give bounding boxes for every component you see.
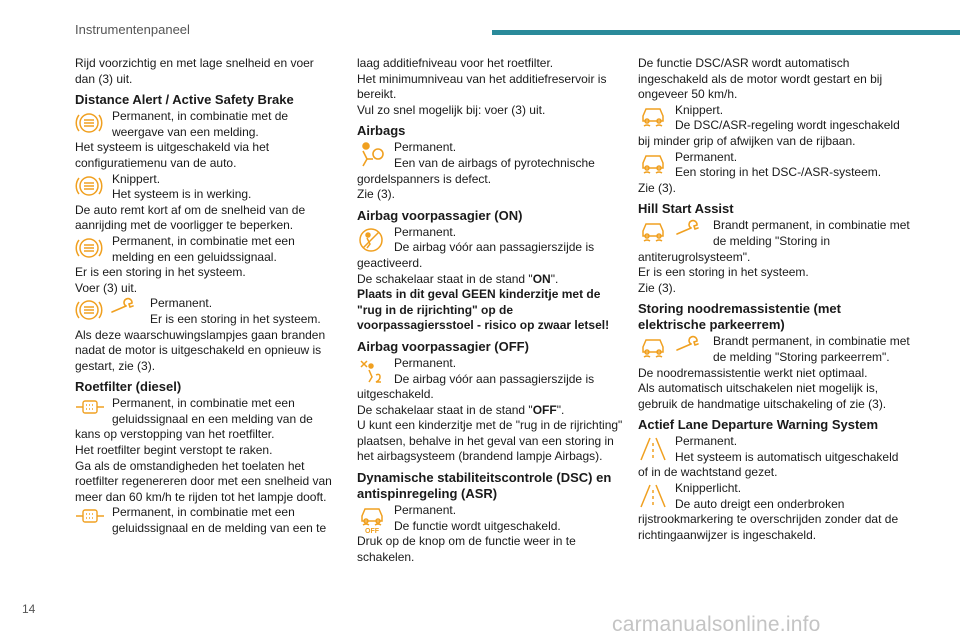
text-line: Permanent, in combinatie met de weergave van een melding. [112,109,289,139]
text-line: Een storing in het DSC-/ASR-systeem. [675,165,882,180]
text-line: Permanent. [394,224,457,239]
text-line: Permanent, in combinatie met een geluidssignaal en een melding van de kans op verstopping van het roetfilter. [75,396,313,442]
text-line: Permanent. [394,355,457,370]
text-line: Zie (3). [638,180,677,195]
text-line: Permanent. [675,434,738,449]
particle-filter-icon [75,397,105,417]
text-part: De schakelaar staat in de stand " [357,402,533,417]
text-line: Het systeem is in werking. [112,187,252,202]
text-part-bold: OFF [532,402,557,417]
text-line: Voer (3) uit. [75,280,138,295]
icon-group [638,435,671,465]
text-line: De functie DSC/ASR wordt automatisch ingeschakeld als de motor wordt gestart en bij ongeveer 50 km/h. [638,56,883,102]
text-line: De DSC/ASR-regeling wordt ingeschakeld bij minder grip of afwijken van de rijbaan. [638,118,900,148]
heading-airbag-on: Airbag voorpassagier (ON) [357,207,523,223]
icon-group [638,482,671,512]
text-line: Permanent. [394,140,457,155]
icon-group [638,151,671,181]
dsc-icon [638,104,668,130]
text-line: De auto remt kort af om de snelheid van de aanrijding met de voorligger te beperken. [75,202,306,233]
text-line: U kunt een kinderzitje met de "rug in de rijrichting" plaatsen, behalve in het geval van een storing in het airbagsysteem (brandend lampje Airbags). [357,418,623,464]
heading-hill-start: Hill Start Assist [638,201,734,217]
text-line: De airbag vóór aan passagierszijde is geactiveerd. [357,240,595,270]
heading-brake-assist: Storing noodremassistentie (met elektrische parkeerrem) [638,301,841,333]
warning-text: Plaats in dit geval GEEN kinderzitje met de "rug in de rijrichting" op de voorpassagiersstoel - risico op zwaar letsel! [357,287,610,333]
text-part: De schakelaar staat in de stand " [357,271,533,286]
distance-alert-icon [75,173,103,199]
heading-dsc-asr: Dynamische stabiliteitscontrole (DSC) en antispinregeling (ASR) [357,470,612,502]
distance-alert-icon [75,297,103,323]
distance-alert-icon [75,110,103,136]
text-line: Vul zo snel mogelijk bij: voer (3) uit. [357,102,546,117]
heading-airbag-off: Airbag voorpassagier (OFF) [357,338,529,354]
block-distance-2 [75,172,337,234]
icon-group [638,219,709,249]
text-line: Permanent. [150,296,213,311]
text-line: Brandt permanent, in combinatie met de melding "Storing parkeerrem". [713,334,910,364]
text-line: Permanent. [394,503,457,518]
icon-group [357,357,390,387]
dsc-icon [638,151,668,177]
dsc-icon [638,335,668,361]
icon-group [357,504,390,534]
particle-filter-icon [75,506,105,526]
block-airbags [357,140,625,202]
block-airbag-on [357,225,625,334]
icon-group [75,397,108,427]
text-line: Zie (3). [638,280,677,295]
block-hill-start [638,218,910,296]
text-line: De airbag vóór aan passagierszijde is uitgeschakeld. [357,371,595,402]
block-dsc-blink [638,103,910,150]
distance-alert-icon [75,235,103,261]
text-line: Zie (3). [357,187,396,202]
text-part-bold: ON [532,271,551,286]
text-line: Als deze waarschuwingslampjes gaan branden nadat de motor is uitgeschakeld en opnieuw is gestart, zie (3). [75,327,326,373]
icon-group [75,110,108,140]
column-1 [75,56,337,537]
icon-group [75,297,146,327]
airbag-off-icon [357,357,385,385]
wrench-icon [109,297,137,317]
text-line: Ga als de omstandigheden het toelaten het roetfilter regenereren door met een snelheid van meer dan 60 km/h te rijden tot het lampje dooft. [75,458,332,504]
text-line: Knippert. [112,171,161,186]
block-distance-3 [75,234,337,296]
text-line: Het roetfilter begint verstopt te raken. [75,443,273,458]
text-part: ". [556,402,565,417]
text-line: Een van de airbags of pyrotechnische gordelspanners is defect. [357,155,595,186]
airbag-on-icon [357,226,385,254]
text-line: Permanent. [675,149,738,164]
text-line: Knippert. [675,102,724,117]
block-brake-assist [638,334,910,412]
block-filter-1 [75,396,337,505]
heading-lane-departure: Actief Lane Departure Warning System [638,417,879,433]
block-lane-2 [638,481,910,543]
column-3 [638,56,910,543]
block-dsc [357,503,625,565]
text-part: ". [550,271,559,286]
icon-group [357,141,390,171]
dsc-off-icon [357,504,387,534]
block-distance-4 [75,296,337,374]
header-accent-bar [492,30,960,35]
text-line: Er is een storing in het systeem. [75,265,246,280]
text-line: De auto dreigt een onderbroken rijstrookmarkering te overschrijden zonder dat de richtingaanwijzer is ingeschakeld. [638,496,899,542]
text-line: Permanent, in combinatie met een geluidssignaal en de melding van een te [112,505,327,536]
watermark: carmanualsonline.info [612,613,821,636]
heading-airbags: Airbags [357,123,406,139]
block-filter-2 [75,505,337,536]
text-line: Er is een storing in het systeem. [638,265,809,280]
page-number: 14 [22,602,36,616]
heading-roetfilter: Roetfilter (diesel) [75,379,182,395]
text-line: laag additiefniveau voor het roetfilter. [357,56,554,70]
icon-group [75,506,108,536]
icon-group [638,335,709,365]
text-line: Er is een storing in het systeem. [150,311,321,326]
svg-text:OFF: OFF [365,528,379,535]
text-line [357,403,625,419]
wrench-icon [674,335,702,355]
wrench-icon [674,219,702,239]
text-line: Het systeem is automatisch uitgeschakeld of in de wachtstand gezet. [638,449,899,480]
header-section-title: Instrumentenpaneel [75,22,190,37]
text-line: Brandt permanent, in combinatie met de melding "Storing in antiterugrolsysteem". [638,218,910,264]
heading-distance-alert: Distance Alert / Active Safety Brake [75,92,294,108]
text-line: Druk op de knop om de functie weer in te schakelen. [357,534,576,564]
icon-group [357,226,390,256]
text-line: Als automatisch uitschakelen niet mogelijk is, gebruik de handmatige uitschakeling of zie (3). [638,381,887,411]
lane-departure-icon [638,435,668,463]
text-line: De functie wordt uitgeschakeld. [394,518,561,533]
text-line [357,272,625,288]
icon-group [75,173,108,203]
intro-text: Rijd voorzichtig en met lage snelheid en voer dan (3) uit. [75,56,314,86]
text-line: Het systeem is uitgeschakeld via het configuratiemenu van de auto. [75,140,270,170]
icon-group [75,235,108,265]
dsc-icon [638,219,668,245]
icon-group [638,104,671,134]
block-airbag-off [357,356,625,465]
block-dsc-permanent [638,150,910,197]
text-line: Permanent, in combinatie met een melding en een geluidssignaal. [112,233,295,264]
text-line: De noodremassistentie werkt niet optimaal. [638,365,868,380]
text-line: Het minimumniveau van het additiefreservoir is bereikt. [357,71,607,102]
lane-departure-icon [638,482,668,510]
block-lane-1 [638,434,910,481]
text-line: Knipperlicht. [675,481,742,496]
airbag-icon [357,141,385,169]
column-2 [357,56,625,565]
block-distance-1 [75,109,337,171]
